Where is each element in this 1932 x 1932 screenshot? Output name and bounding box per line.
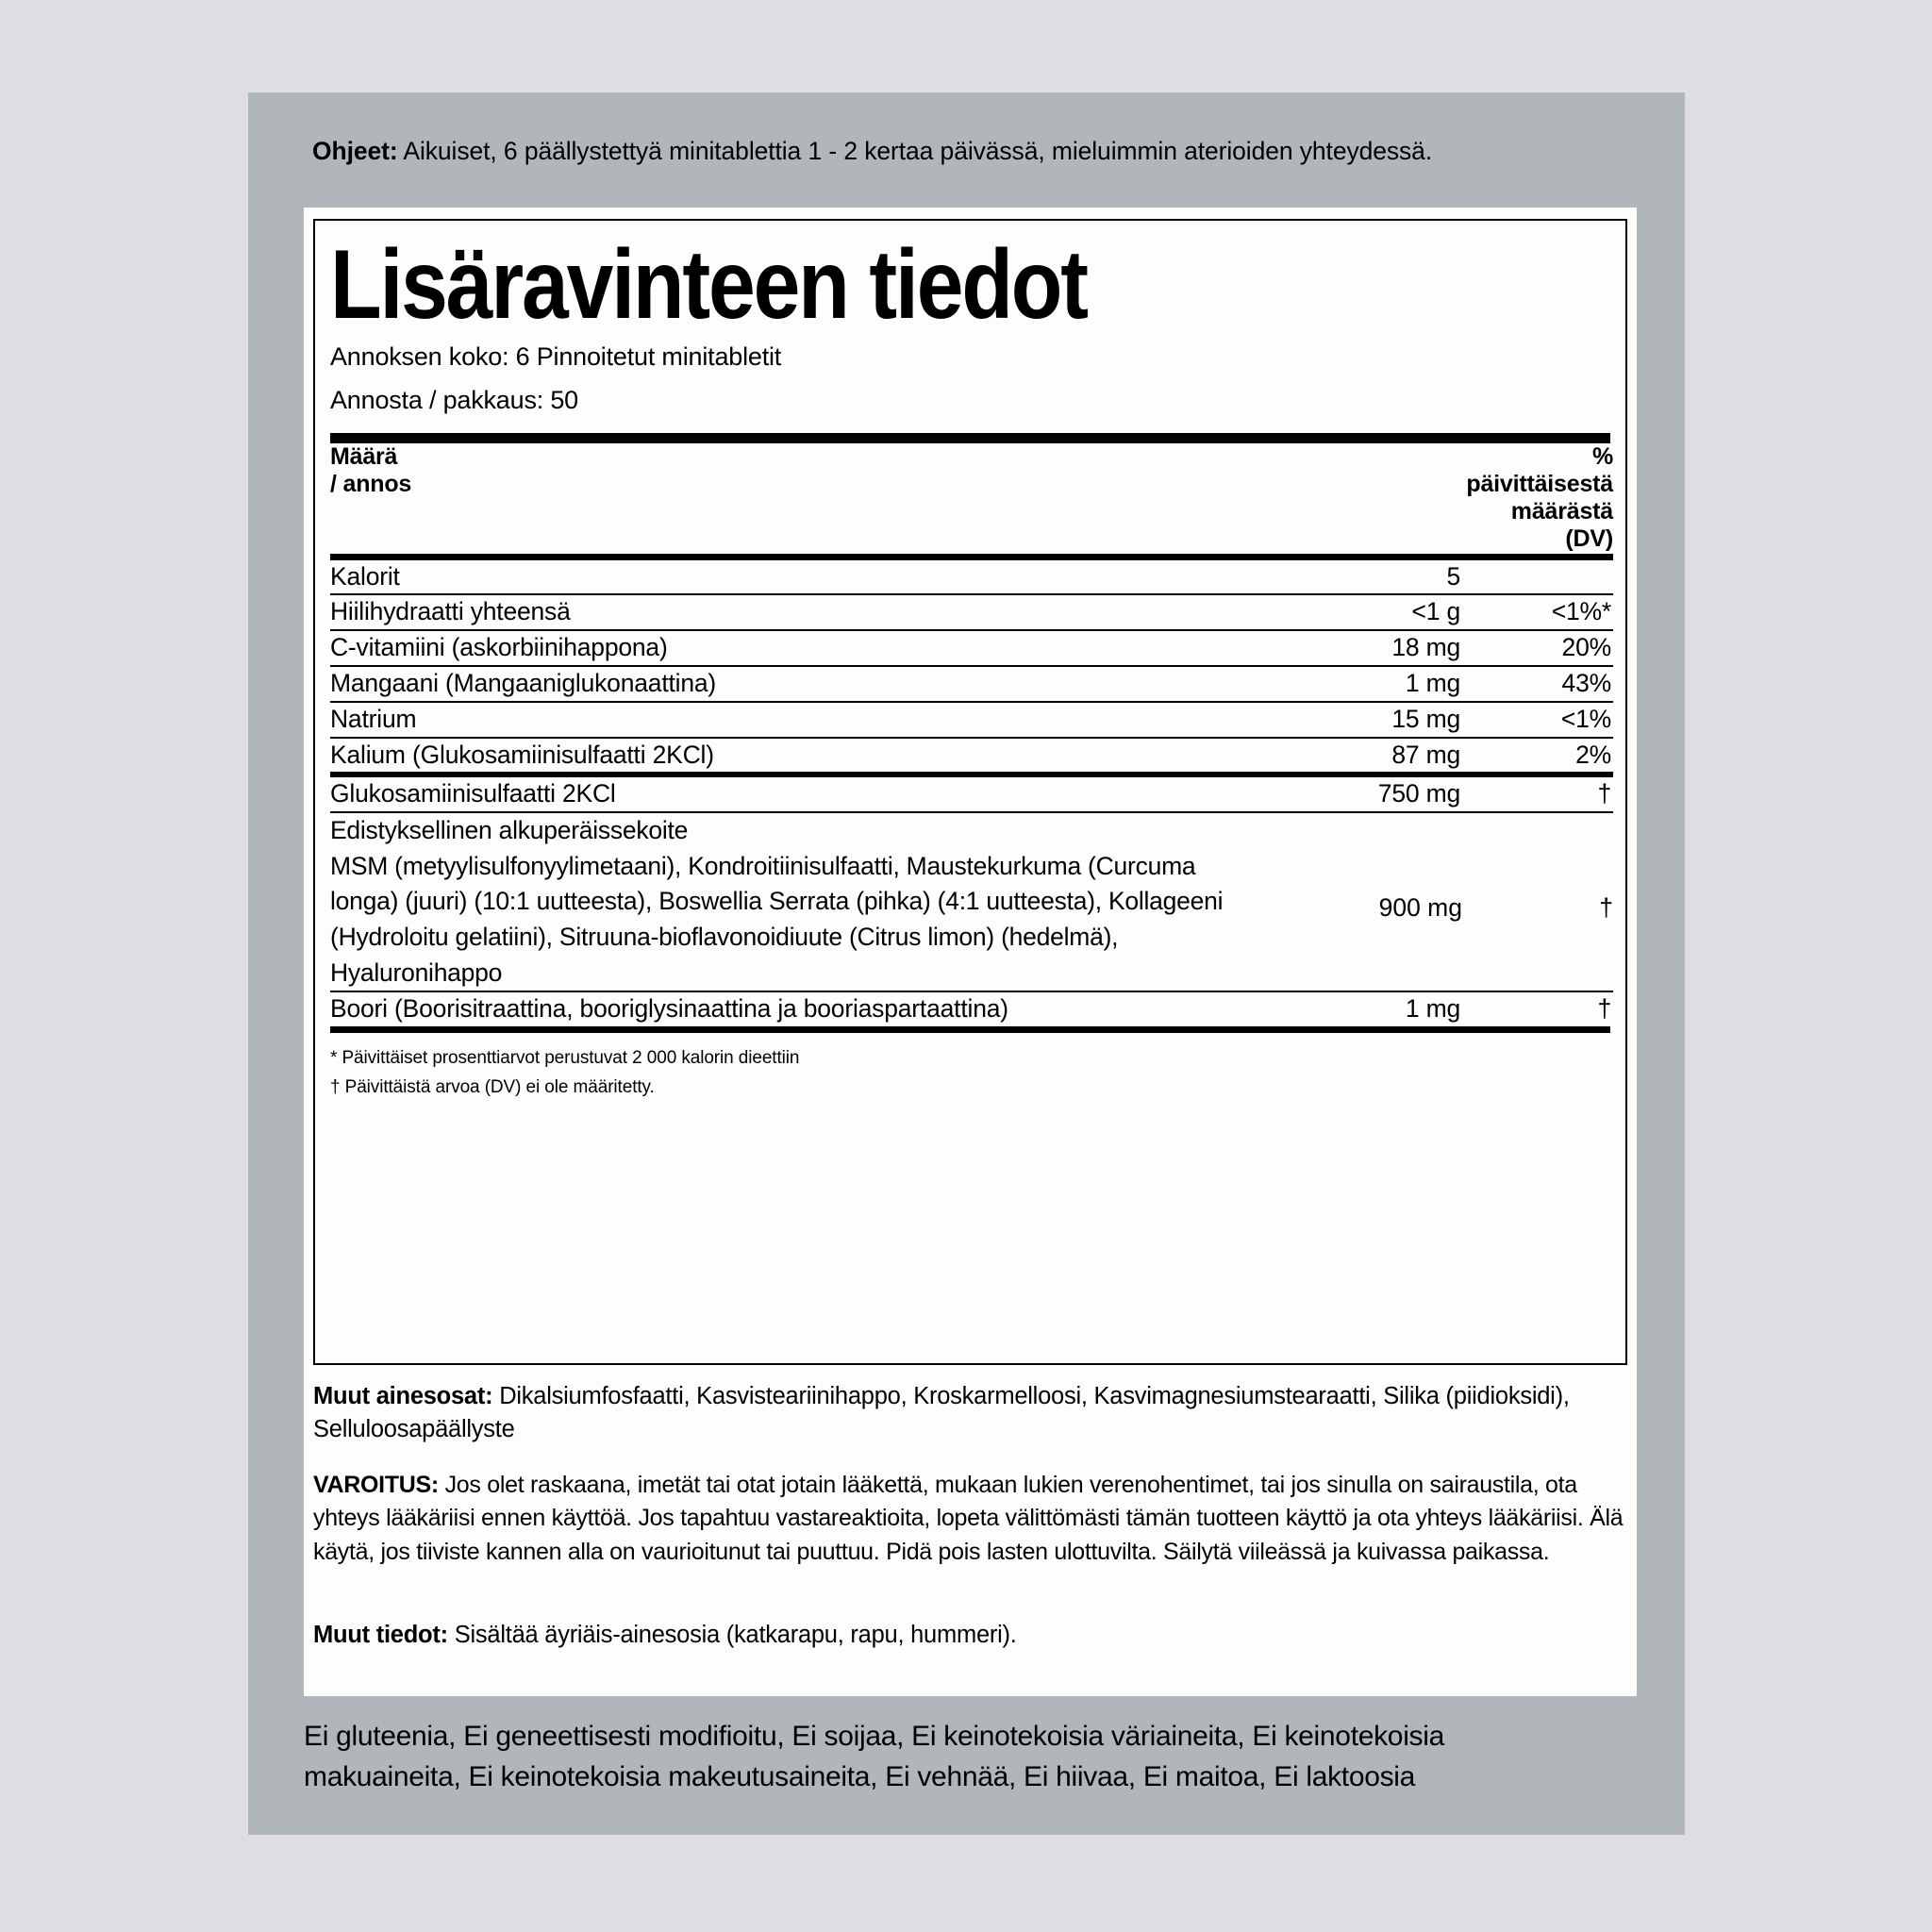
nutrient-name: Hiilihydraatti yhteensä: [330, 597, 571, 626]
additional-info-label: Muut tiedot:: [313, 1622, 448, 1648]
blend-dv: †: [1599, 893, 1613, 923]
nutrient-amount: 87 mg: [1391, 740, 1460, 769]
footnote-asterisk: * Päivittäiset prosenttiarvot perustuvat 2 000 kalorin dieettiin: [330, 1047, 800, 1068]
warning-text: Jos olet raskaana, imetät tai otat jotain lääkettä, mukaan lukien verenohentimet, tai jos sinulla on sairaustila, ota yhteys lääkäriisi ennen käyttöä. Jos tapahtuu vastareaktioita, lopeta välittömästi tämän tuotteen käyttö ja ota yhteys lääkäriisi. Älä käytä, jos tiiviste kannen alla on vaurioitunut tai puuttuu. Pidä pois lasten ulottuvilta. Säilytä viileässä ja kuivassa paikassa.: [313, 1472, 1624, 1565]
nutrient-dv: <1%*: [1551, 597, 1611, 626]
table-row: [330, 703, 1613, 737]
other-ingredients-label: Muut ainesosat:: [313, 1383, 493, 1409]
divider-thick-top: [330, 433, 1610, 443]
additional-info-block: [313, 1619, 1630, 1652]
nutrient-dv: 20%: [1561, 633, 1611, 662]
directions-line: [312, 136, 1633, 167]
nutrient-name: Kalorit: [330, 561, 400, 591]
supplement-label-panel: [248, 92, 1685, 1835]
header-dv-line3: (DV): [1565, 525, 1613, 553]
divider-row: [330, 554, 1613, 560]
warning-block: [313, 1469, 1630, 1569]
directions-label: Ohjeet:: [312, 137, 398, 165]
nutrient-dv: [1462, 560, 1613, 594]
nutrient-name: C-vitamiini (askorbiinihappona): [330, 633, 668, 662]
nutrient-name: Mangaani (Mangaaniglukonaattina): [330, 668, 717, 697]
label-white-card: [304, 208, 1637, 1696]
blend-title: Edistyksellinen alkuperäissekoite: [330, 816, 689, 845]
header-amount-line2: / annos: [330, 470, 412, 497]
table-row: [330, 595, 1613, 629]
footnote-dagger: † Päivittäistä arvoa (DV) ei ole määritetty.: [330, 1076, 655, 1097]
nutrient-amount: 750 mg: [1377, 779, 1460, 808]
free-from-claims: Ei gluteenia, Ei geneettisesti modifioitu, Ei soijaa, Ei keinotekoisia väriaineita, Ei keinotekoisia makuaineita, Ei keinotekoisia makeutusaineita, Ei vehnää, Ei hiivaa, Ei maitoa, Ei laktoosia: [304, 1721, 1445, 1792]
nutrient-dv: 2%: [1575, 740, 1611, 769]
table-row: [330, 631, 1613, 665]
warning-label: VAROITUS:: [313, 1472, 439, 1498]
nutrient-amount: 18 mg: [1391, 633, 1460, 662]
table-row: [330, 777, 1613, 811]
additional-info-text: Sisältää äyriäis-ainesosia (katkarapu, rapu, hummeri).: [447, 1622, 1017, 1648]
table-row: [330, 739, 1613, 773]
blend-ingredients: MSM (metyylisulfonyylimetaani), Kondroitiinisulfaatti, Maustekurkuma (Curcuma longa) (juuri) (10:1 uutteesta), Boswellia Serrata (pihka) (4:1 uutteesta), Kollageeni (Hydroloitu gelatiini), Sitruuna-bioflavonoidiuute (Citrus limon) (hedelmä), Hyaluronihappo: [330, 851, 1224, 987]
servings-per-container: Annosta / pakkaus: 50: [330, 385, 578, 414]
footnotes: [330, 1033, 1610, 1103]
blend-name-cell: [330, 813, 1255, 991]
other-ingredients-text: Dikalsiumfosfaatti, Kasvisteariinihappo, Kroskarmelloosi, Kasvimagnesiumstearaatti, Silika (piidioksidi), Selluloosapäällyste: [313, 1383, 1570, 1442]
nutrient-amount: 1 mg: [1405, 668, 1460, 697]
nutrient-dv: 43%: [1561, 668, 1611, 697]
nutrient-name: Glukosamiinisulfaatti 2KCl: [330, 779, 616, 808]
table-header-row: [330, 443, 1613, 554]
divider-thick-bottom: [330, 1026, 1610, 1033]
directions-text: Aikuiset, 6 päällystettyä minitablettia 1 - 2 kertaa päivässä, mieluimmin aterioiden yhteydessä.: [403, 137, 1433, 165]
serving-size: Annoksen koko: 6 Pinnoitetut minitabletit: [330, 342, 782, 371]
header-dv-line2: määrästä: [1510, 498, 1613, 525]
header-amount-cell: [330, 443, 1255, 554]
blend-amount: 900 mg: [1378, 893, 1462, 923]
table-row: [330, 667, 1613, 701]
header-spacer-cell: [1255, 443, 1462, 554]
other-ingredients-block: [313, 1380, 1630, 1445]
nutrient-dv: <1%: [1560, 704, 1611, 733]
header-dv-line1: % päivittäisestä: [1466, 442, 1613, 497]
table-row: [330, 560, 1613, 594]
nutrient-dv: †: [1597, 779, 1611, 808]
nutrient-dv: †: [1597, 994, 1611, 1024]
header-amount-line1: Määrä: [330, 442, 398, 470]
nutrient-amount: 15 mg: [1391, 704, 1460, 733]
nutrient-name: Kalium (Glukosamiinisulfaatti 2KCl): [330, 740, 714, 769]
proprietary-blend-row: [330, 813, 1613, 991]
supplement-facts-title: Lisäravinteen tiedot: [330, 230, 1087, 340]
header-dv-cell: [1462, 443, 1613, 554]
nutrient-name: Boori (Boorisitraattina, booriglysinaattina ja booriaspartaattina): [330, 994, 1008, 1024]
supplement-facts-box: [313, 219, 1627, 1365]
nutrient-amount: 5: [1446, 561, 1460, 591]
table-row: [330, 992, 1613, 1026]
nutrient-name: Natrium: [330, 704, 417, 733]
nutrient-amount: 1 mg: [1405, 994, 1460, 1024]
supplement-facts-table: [330, 443, 1613, 1026]
nutrient-amount: <1 g: [1411, 597, 1460, 626]
